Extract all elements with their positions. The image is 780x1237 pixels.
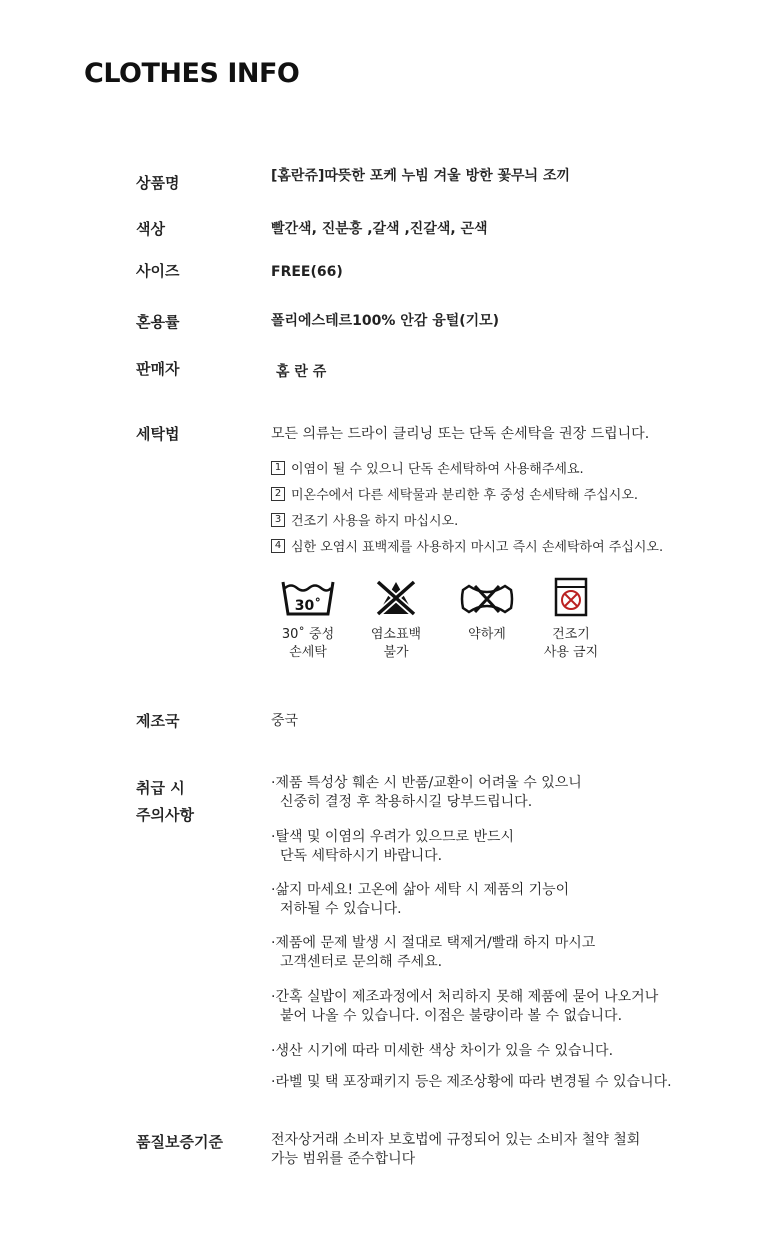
caution-item-4: ·제품에 문제 발생 시 절대로 택제거/빨래 하지 마시고 고객센터로 문의해 주세요. [271,935,596,970]
no-tumble-dry-caption: 건조기 사용 금지 [543,627,599,660]
gentle-wring-caption: 약하게 [468,627,506,642]
wash-note-text: 이염이 될 수 있으니 단독 손세탁하여 사용해주세요. [291,462,584,477]
material-value: 폴리에스테르100% 안감 융털(기모) [271,313,500,329]
page-title: CLOTHES INFO [84,58,300,89]
no-bleach-icon [374,578,418,618]
material-label: 혼용률 [136,313,180,331]
wash-note-1 [271,458,584,477]
washing-value: 모든 의류는 드라이 클리닝 또는 단독 손세탁을 권장 드립니다. [271,426,650,442]
size-label: 사이즈 [136,262,180,280]
seller-value: 홈 란 쥬 [276,364,327,380]
caution-item-6: ·생산 시기에 따라 미세한 색상 차이가 있을 수 있습니다. [271,1043,614,1059]
washing-label: 세탁법 [136,425,180,443]
note-number-box: 4 [271,539,285,553]
no-tumble-dry-icon [553,576,589,618]
quality-label: 품질보증기준 [136,1133,223,1151]
wash-30-icon [280,578,336,618]
wash-temp-text: 30˚ [294,598,322,614]
no-bleach-caption: 염소표백 불가 [370,627,422,660]
wash-note-3 [271,510,458,529]
product-name-label: 상품명 [136,174,180,192]
quality-value: 전자상거래 소비자 보호법에 규정되어 있는 소비자 철약 철회 가능 범위를 준수합니다 [271,1132,641,1167]
product-name-value: [홈란쥬]따뜻한 포케 누빔 겨울 방한 꽃무늬 조끼 [271,168,570,184]
origin-value: 중국 [271,713,299,729]
wash-note-4 [271,536,663,555]
color-label: 색상 [136,220,165,238]
gentle-wring-icon [459,582,515,616]
note-number-box: 1 [271,461,285,475]
caution-item-1: ·제품 특성상 훼손 시 반품/교환이 어려울 수 있으니 신중히 결정 후 착용하시길 당부드립니다. [271,775,582,810]
size-value: FREE(66) [271,264,343,280]
wash-30-caption: 30˚ 중성 손세탁 [281,627,335,660]
origin-label: 제조국 [136,712,180,730]
color-value: 빨간색, 진분홍 ,갈색 ,진갈색, 곤색 [271,221,488,237]
note-number-box: 2 [271,487,285,501]
caution-item-7: ·라벨 및 택 포장패키지 등은 제조상황에 따라 변경될 수 있습니다. [271,1074,672,1090]
note-number-box: 3 [271,513,285,527]
wash-note-text: 미온수에서 다른 세탁물과 분리한 후 중성 손세탁해 주십시오. [291,488,639,503]
caution-item-3: ·삶지 마세요! 고온에 삶아 세탁 시 제품의 기능이 저하될 수 있습니다. [271,882,570,917]
seller-label: 판매자 [136,360,180,378]
wash-note-2 [271,484,638,503]
caution-label: 취급 시 주의사항 [136,779,194,824]
wash-note-text: 건조기 사용을 하지 마십시오. [291,514,459,529]
caution-item-5: ·간혹 실밥이 제조과정에서 처리하지 못해 제품에 묻어 나오거나 붙어 나올 수 있습니다. 이점은 불량이라 볼 수 없습니다. [271,989,659,1024]
caution-item-2: ·탈색 및 이염의 우려가 있으므로 반드시 단독 세탁하시기 바랍니다. [271,829,515,864]
wash-note-text: 심한 오염시 표백제를 사용하지 마시고 즉시 손세탁하여 주십시오. [291,540,664,555]
